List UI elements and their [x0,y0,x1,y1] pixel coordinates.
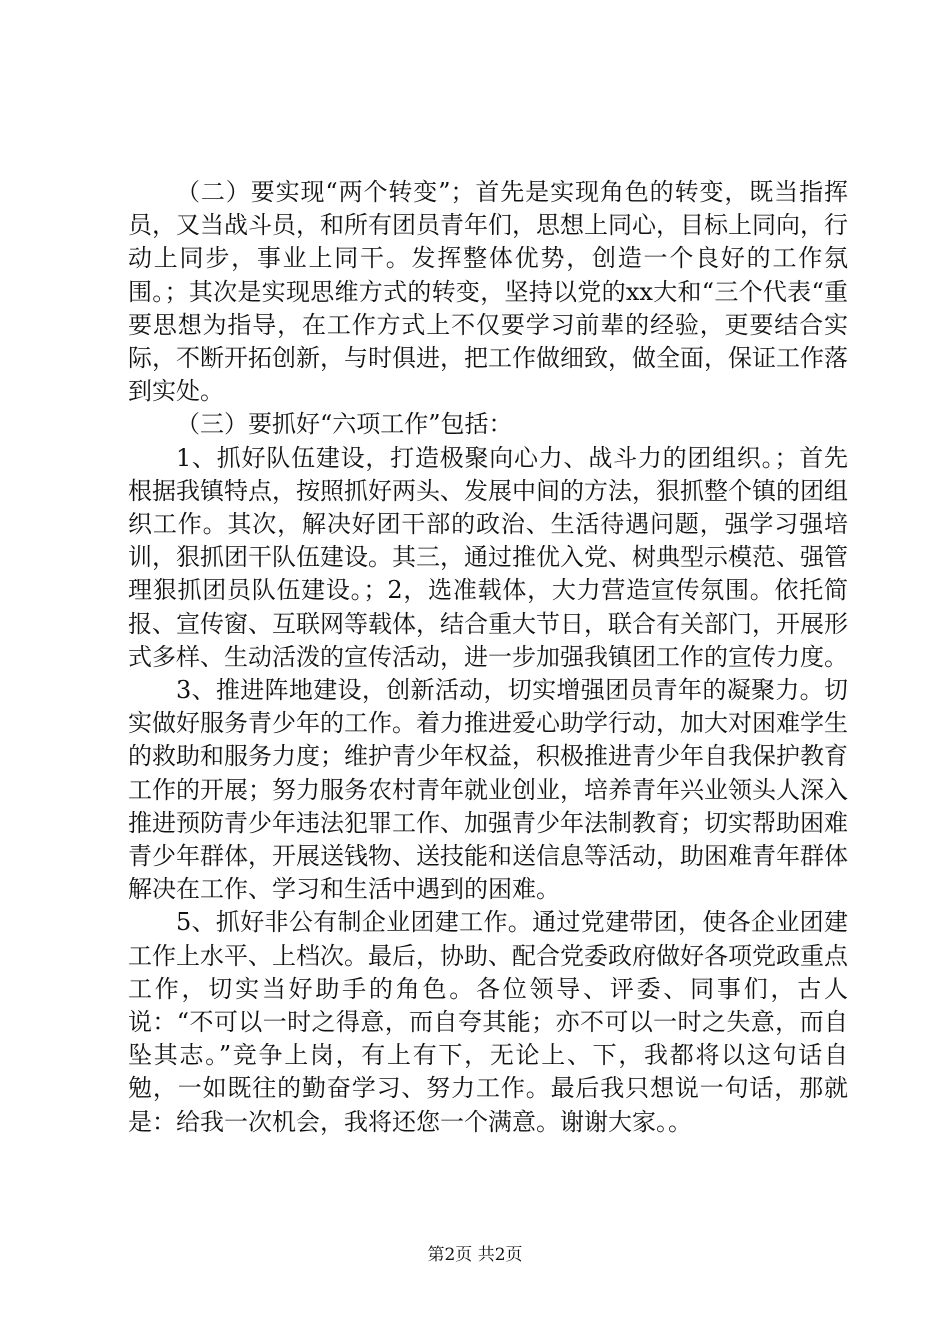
page-number-footer: 第2页 共2页 [427,1245,523,1265]
paragraph-six-tasks-heading: （三）要抓好“六项工作”包括： [176,410,513,439]
paragraph-two-transformations: （二）要实现“两个转变”；首先是实现角色的转变，既当指挥员，又当战斗员，和所有团员青年们，思想上同心，目标上同向，行动上同步，事业上同干。发挥整体优势，创造一个良好的工作氛围。；其次是实现思维方式的转变，坚持以党的xx大和“三个代表“重要思想为指导，在工作方式上不仅要学习前辈的经验，更要结合实际，不断开拓创新，与时俱进，把工作做细致，做全面，保证工作落到实处。 [128,178,848,406]
paragraph-team-building: 1、抓好队伍建设，打造极聚向心力、战斗力的团组织。；首先根据我镇特点，按照抓好两头、发展中间的方法，狠抓整个镇的团组织工作。其次，解决好团干部的政治、生活待遇问题，强学习强培训，狠抓团干队伍建设。其三，通过推优入党、树典型示模范、强管理狠抓团员队伍建设。；2，选准载体，大力营造宣传氛围。依托简报、宣传窗、互联网等载体，结合重大节日，联合有关部门，开展形式多样、生动活泼的宣传活动，进一步加强我镇团工作的宣传力度。 [128,443,848,671]
paragraph-non-public-enterprise: 5、抓好非公有制企业团建工作。通过党建带团，使各企业团建工作上水平、上档次。最后，协助、配合党委政府做好各项党政重点工作，切实当好助手的角色。各位领导、评委、同事们，古人说：“不可以一时之得意，而自夸其能；亦不可以一时之失意，而自坠其志。”竞争上岗，有上有下，无论上、下，我都将以这句话自勉，一如既往的勤奋学习、努力工作。最后我只想说一句话，那就是：给我一次机会，我将还您一个满意。谢谢大家。。 [128,908,848,1136]
paragraph-position-building: 3、推进阵地建设，创新活动，切实增强团员青年的凝聚力。切实做好服务青少年的工作。着力推进爱心助学行动，加大对困难学生的救助和服务力度；维护青少年权益，积极推进青少年自我保护教育工作的开展；努力服务农村青年就业创业，培养青年兴业领头人深入推进预防青少年违法犯罪工作、加强青少年法制教育；切实帮助困难青少年群体，开展送钱物、送技能和送信息等活动，助困难青年群体解决在工作、学习和生活中遇到的困难。 [128,676,848,904]
document-body [128,176,848,1139]
